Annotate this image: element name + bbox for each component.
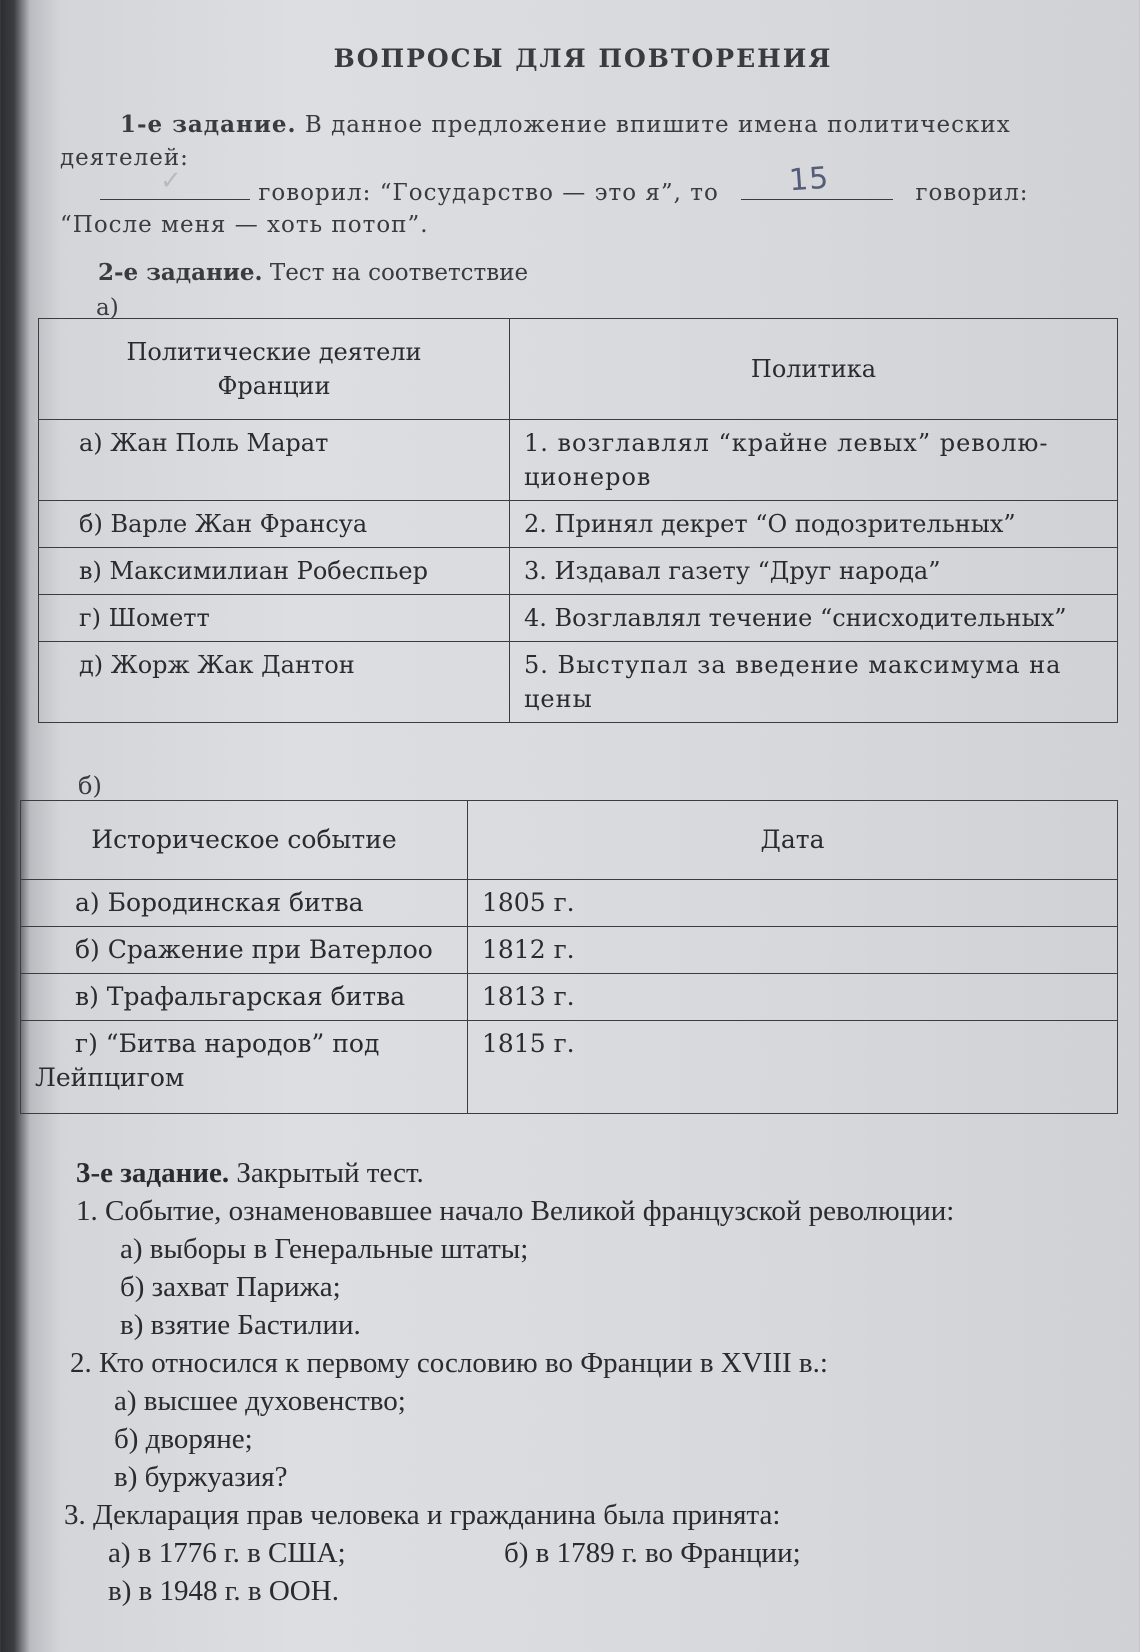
table-row	[21, 974, 1118, 1021]
header-policy: Политика	[510, 319, 1118, 420]
task2-text: Тест на соответствие	[269, 260, 529, 286]
answer-option[interactable]: б) дворяне;	[114, 1423, 253, 1455]
table-row	[39, 595, 1118, 642]
task1-part-b: говорил:	[915, 180, 1029, 206]
answer-option[interactable]: б) захват Парижа;	[120, 1271, 341, 1303]
question-text: 3. Декларация прав человека и гражданина была принята:	[64, 1499, 781, 1531]
policy-cell: 1. возглавлял “крайне левых” револю-ционеров	[510, 420, 1118, 501]
answer-option[interactable]: а) высшее духовенство;	[114, 1385, 406, 1417]
task2-heading	[98, 256, 528, 290]
table-b-label: б)	[78, 772, 102, 800]
table-row	[21, 880, 1118, 927]
table-a-label: а)	[96, 295, 119, 321]
answer-option[interactable]: в) взятие Бастилии.	[120, 1309, 361, 1341]
event-cell: б) Сражение при Ватерлоо	[21, 927, 468, 974]
table-row	[39, 501, 1118, 548]
header-event: Историческое событие	[21, 801, 468, 880]
task3-text: Закрытый тест.	[236, 1157, 424, 1189]
table-row	[21, 927, 1118, 974]
table-row	[21, 1021, 1118, 1114]
answer-option[interactable]: в) в 1948 г. в ООН.	[108, 1575, 339, 1607]
task1-part-a: говорил: “Государство — это я”, то	[258, 180, 719, 206]
answer-option-row	[64, 1534, 1140, 1572]
handwritten-answer: 15	[787, 160, 831, 199]
event-cell: в) Трафальгарская битва	[21, 974, 468, 1021]
question-3	[56, 1496, 1140, 1610]
policy-cell: 3. Издавал газету “Друг народа”	[510, 548, 1118, 595]
event-cell: г) “Битва народов” под Лейпцигом	[21, 1021, 468, 1114]
politician-cell: г) Шометт	[39, 595, 510, 642]
table-row	[39, 642, 1118, 723]
events-table	[20, 800, 1118, 1114]
politician-cell: в) Максимилиан Робеспьер	[39, 548, 510, 595]
task3-section	[56, 1154, 1140, 1610]
answer-option[interactable]: в) буржуазия?	[114, 1461, 288, 1493]
header-date: Дата	[468, 801, 1118, 880]
date-cell: 1805 г.	[468, 880, 1118, 927]
answer-option[interactable]: а) выборы в Генеральные штаты;	[120, 1233, 529, 1265]
textbook-page	[18, 0, 1128, 1652]
header-politicians: Политические деятели Франции	[39, 319, 510, 420]
policy-cell: 2. Принял декрет “О подозрительных”	[510, 501, 1118, 548]
table-header-row	[21, 801, 1118, 880]
task1-quote: “После меня — хоть потоп”.	[60, 212, 429, 238]
task1-sentence	[100, 160, 1110, 210]
task3-heading	[56, 1154, 1140, 1192]
blank-1[interactable]: ✓	[100, 175, 250, 200]
politician-cell: а) Жан Поль Марат	[39, 420, 510, 501]
task3-label: 3-е задание.	[76, 1157, 230, 1189]
blank-2[interactable]	[741, 160, 893, 200]
task1-text: В данное предложение впишите имена политических деятелей:	[60, 112, 1011, 171]
question-text: 1. Событие, ознаменовавшее начало Великой французской революции:	[76, 1195, 955, 1227]
date-cell: 1813 г.	[468, 974, 1118, 1021]
answer-option[interactable]: б) в 1789 г. во Франции;	[504, 1537, 801, 1569]
task1-label: 1-е задание.	[120, 111, 297, 138]
politicians-table	[38, 318, 1118, 723]
table-row	[39, 420, 1118, 501]
question-text: 2. Кто относился к первому сословию во Франции в XVIII в.:	[70, 1347, 828, 1379]
politician-cell: б) Варле Жан Франсуа	[39, 501, 510, 548]
date-cell: 1815 г.	[468, 1021, 1118, 1114]
date-cell: 1812 г.	[468, 927, 1118, 974]
politician-cell: д) Жорж Жак Дантон	[39, 642, 510, 723]
question-2	[56, 1344, 1140, 1496]
task2-label: 2-е задание.	[98, 259, 263, 286]
answer-option[interactable]: а) в 1776 г. в США;	[108, 1537, 346, 1569]
table-header-row	[39, 319, 1118, 420]
page-title: ВОПРОСЫ ДЛЯ ПОВТОРЕНИЯ	[333, 44, 833, 73]
question-1	[56, 1192, 1140, 1344]
policy-cell: 4. Возглавлял течение “снисходительных”	[510, 595, 1118, 642]
policy-cell: 5. Выступал за введение максимума на цены	[510, 642, 1118, 723]
table-row	[39, 548, 1118, 595]
event-cell: а) Бородинская битва	[21, 880, 468, 927]
task1-intro	[60, 108, 1100, 175]
